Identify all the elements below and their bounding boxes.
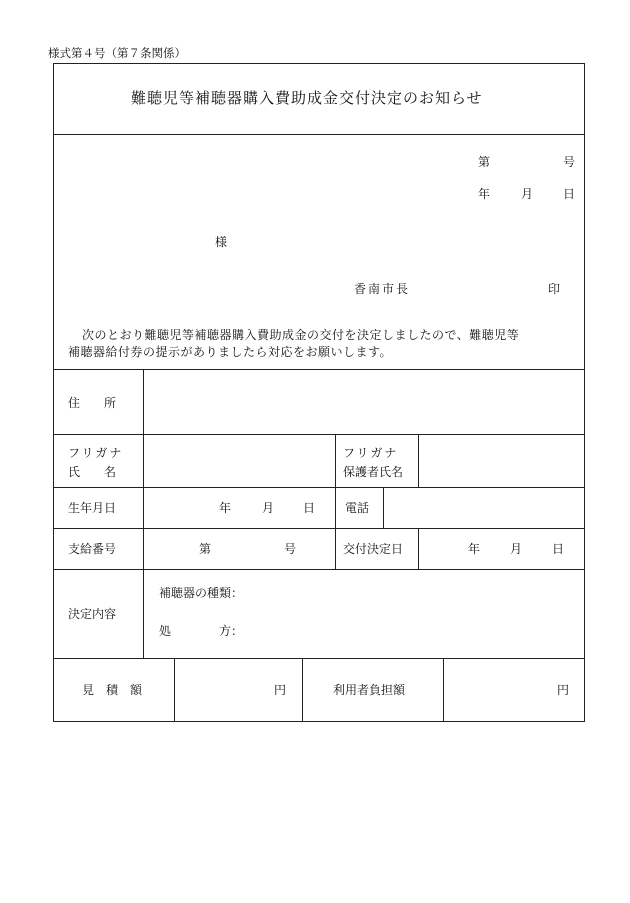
content-divider <box>53 658 585 659</box>
user-burden-label: 利用者負担額 <box>333 683 406 697</box>
seal-mark: 印 <box>548 282 561 296</box>
phone-label-divider <box>383 487 384 528</box>
number-suffix: 号 <box>563 155 576 169</box>
title-divider <box>53 134 585 135</box>
birthdate-label: 生年月日 <box>68 501 117 515</box>
date-year: 年 <box>478 187 491 201</box>
name-label: 氏 名 <box>68 465 117 479</box>
issuer-name: 香南市長 <box>354 282 411 296</box>
device-type-label: 補聴器の種類： <box>159 586 244 600</box>
user-burden-unit: 円 <box>557 683 570 697</box>
decision-month: 月 <box>510 542 523 556</box>
guardian-label-right-divider <box>418 434 419 487</box>
estimate-label: 見 積 額 <box>82 683 143 697</box>
estimate-label-divider <box>174 658 175 722</box>
name-divider <box>53 487 585 488</box>
form-label: 様式第４号（第７条関係） <box>48 46 186 60</box>
estimate-value-divider <box>302 658 303 722</box>
guardian-name-label: 保護者氏名 <box>343 465 404 479</box>
furigana-label: フリガナ <box>68 446 124 460</box>
birth-year: 年 <box>219 501 232 515</box>
decision-year: 年 <box>468 542 481 556</box>
prescription-label: 処 方： <box>159 624 244 638</box>
birth-day: 日 <box>303 501 316 515</box>
guardian-label-left-divider <box>335 434 336 569</box>
decision-date-divider <box>418 528 419 569</box>
document-title: 難聴児等補聴器購入費助成金交付決定のお知らせ <box>131 89 483 107</box>
phone-label: 電話 <box>345 501 370 515</box>
number-prefix: 第 <box>478 155 491 169</box>
estimate-unit: 円 <box>274 683 287 697</box>
birth-divider <box>53 528 585 529</box>
date-day: 日 <box>563 187 576 201</box>
form-frame <box>53 63 585 722</box>
payment-divider <box>53 569 585 570</box>
decision-content-label: 決定内容 <box>68 607 117 621</box>
payment-number-label: 支給番号 <box>68 542 117 556</box>
payment-number-prefix: 第 <box>199 542 212 556</box>
guardian-furigana-label: フリガナ <box>343 446 399 460</box>
decision-day: 日 <box>552 542 565 556</box>
addressee-suffix: 様 <box>215 235 228 249</box>
payment-number-suffix: 号 <box>284 542 297 556</box>
birth-month: 月 <box>262 501 275 515</box>
date-month: 月 <box>521 187 534 201</box>
address-divider <box>53 434 585 435</box>
notice-line-2: 補聴器給付券の提示がありましたら対応をお願いします。 <box>68 345 393 359</box>
header-divider <box>53 369 585 370</box>
notice-line-1: 次のとおり難聴児等補聴器購入費助成金の交付を決定しましたので、難聴児等 <box>82 328 520 342</box>
address-label: 住 所 <box>68 396 117 410</box>
decision-date-label: 交付決定日 <box>343 542 404 556</box>
burden-label-divider <box>443 658 444 722</box>
label-column-divider <box>143 369 144 658</box>
